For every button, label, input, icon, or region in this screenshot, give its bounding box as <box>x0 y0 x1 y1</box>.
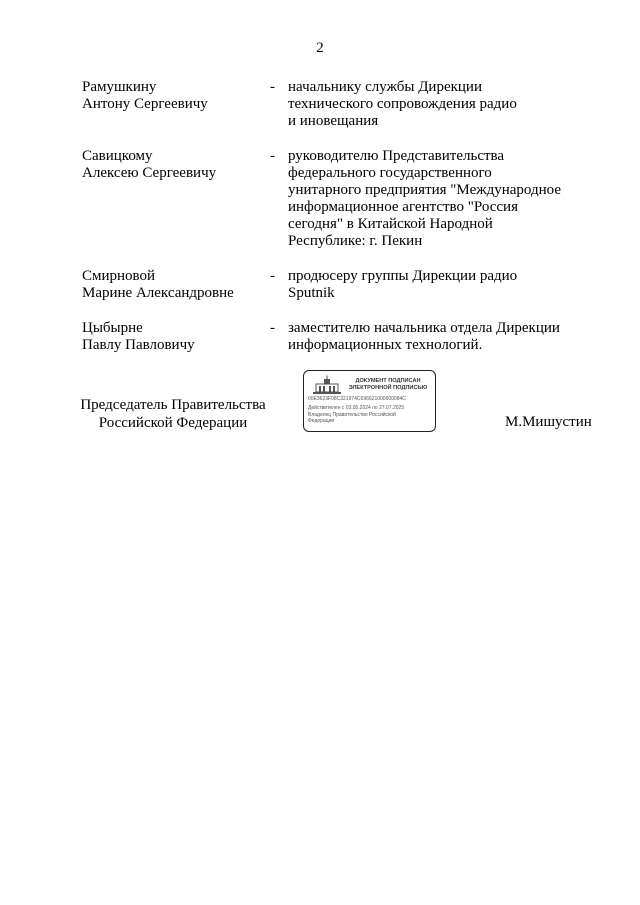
page-number: 2 <box>316 40 324 56</box>
certificate-validity: Действителен с 03.05.2024 по 27.07.2025 <box>308 405 405 411</box>
certificate-serial: 00E3623F08C321974C696621000600084C <box>308 396 406 402</box>
separator-dash: - <box>270 79 275 95</box>
separator-dash: - <box>270 268 275 284</box>
separator-dash: - <box>270 320 275 336</box>
recipient-position: заместителю начальника отдела Дирекции информационных технологий. <box>288 320 560 353</box>
recipient-name: Смирновой Марине Александровне <box>82 268 234 301</box>
certificate-owner: Владелец Правительство Российской Федерации <box>308 412 396 424</box>
government-building-icon <box>312 375 342 395</box>
recipient-position: руководителю Представительства федерального государственного унитарного предприятия "Международное информационное агентство "Россия сегодня" в Китайской Народной Республике: г. Пекин <box>288 148 561 249</box>
signatory-title: Председатель Правительства Российской Федерации <box>80 397 266 431</box>
electronic-signature-stamp <box>303 370 436 432</box>
signature-block <box>0 368 640 438</box>
separator-dash: - <box>270 148 275 164</box>
recipient-position: начальнику службы Дирекции технического сопровождения радио и иновещания <box>288 79 517 129</box>
recipient-name: Рамушкину Антону Сергеевичу <box>82 79 208 112</box>
recipient-name: Савицкому Алексею Сергеевичу <box>82 148 217 181</box>
recipient-position: продюсеру группы Дирекции радио Sputnik <box>288 268 518 301</box>
recipient-name: Цыбырне Павлу Павловичу <box>82 320 195 353</box>
stamp-title: ДОКУМЕНТ ПОДПИСАН ЭЛЕКТРОННОЙ ПОДПИСЬЮ <box>348 378 428 391</box>
signatory-name: М.Мишустин <box>505 414 592 430</box>
